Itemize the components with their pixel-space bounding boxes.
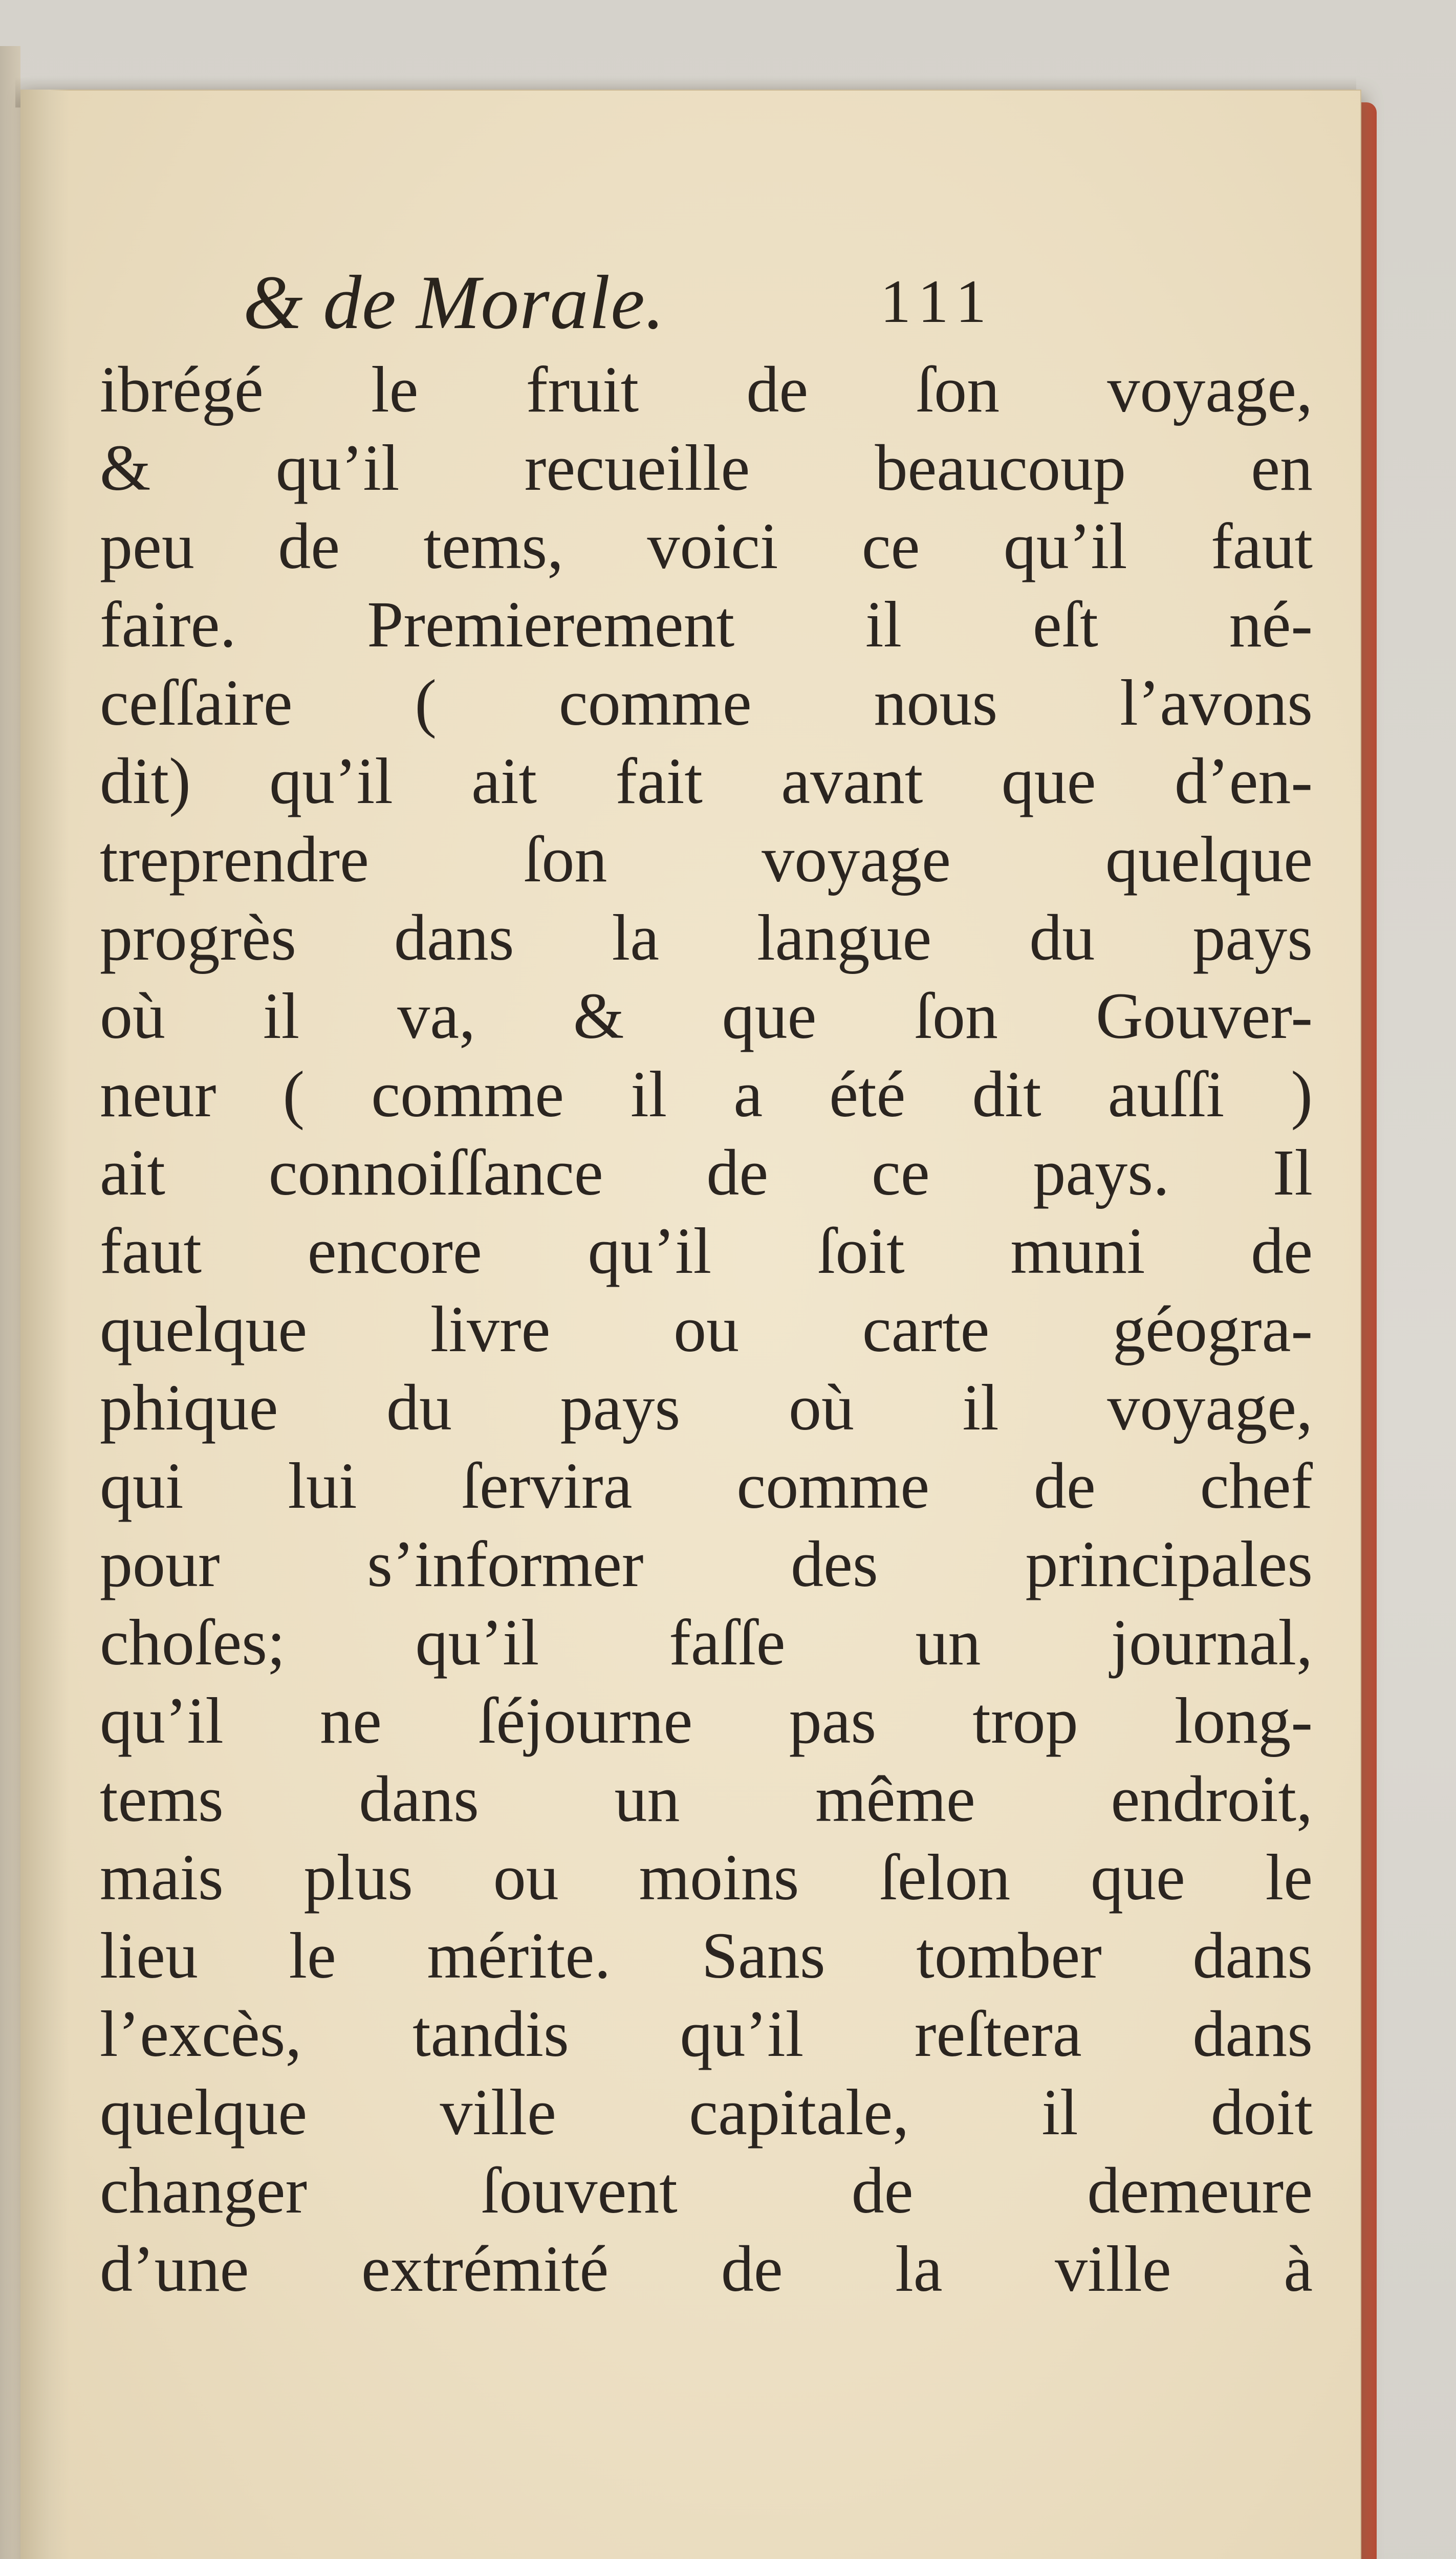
page-number: 111: [880, 267, 996, 335]
text-line: ceſſaire ( comme nous l’avons: [100, 666, 1313, 739]
text-line: qui lui ſervira comme de chef: [100, 1449, 1313, 1522]
text-line: ait connoiſſance de ce pays. Il: [100, 1136, 1313, 1209]
text-line: l’excès, tandis qu’il reſtera dans: [100, 1998, 1313, 2070]
book-page: [20, 90, 1361, 2559]
facing-page-edge: [0, 46, 20, 2559]
text-line: tems dans un même endroit,: [100, 1763, 1313, 1835]
text-line: faut encore qu’il ſoit muni de: [100, 1215, 1313, 1287]
text-line: dit) qu’il ait fait avant que d’en-: [100, 745, 1313, 817]
text-line: & qu’il recueille beaucoup en: [100, 431, 1313, 504]
text-line: treprendre ſon voyage quelque: [100, 823, 1313, 896]
text-line: choſes; qu’il faſſe un journal,: [100, 1606, 1313, 1679]
text-line: quelque ville capitale, il doit: [100, 2076, 1313, 2149]
text-line: qu’il ne ſéjourne pas trop long-: [100, 1684, 1313, 1757]
text-line: pour s’informer des principales: [100, 1528, 1313, 1600]
text-line: changer ſouvent de demeure: [100, 2154, 1313, 2227]
running-head: & de Morale.: [243, 260, 665, 345]
text-line: ibrégé le fruit de ſon voyage,: [100, 353, 1313, 426]
text-line: d’une extrémité de la ville à: [100, 2232, 1313, 2305]
body-text: [100, 351, 1313, 2308]
text-line: neur ( comme il a été dit auſſi ): [100, 1058, 1313, 1131]
text-line: faire. Premierement il eſt né-: [100, 588, 1313, 661]
page-gutter: [20, 90, 69, 2559]
text-line: peu de tems, voici ce qu’il faut: [100, 510, 1313, 582]
text-line: où il va, & que ſon Gouver-: [100, 980, 1313, 1052]
text-line: lieu le mérite. Sans tomber dans: [100, 1919, 1313, 1992]
text-line: phique du pays où il voyage,: [100, 1371, 1313, 1444]
text-line: progrès dans la langue du pays: [100, 901, 1313, 974]
text-line: quelque livre ou carte géogra-: [100, 1293, 1313, 1365]
text-line: mais plus ou moins ſelon que le: [100, 1841, 1313, 1914]
